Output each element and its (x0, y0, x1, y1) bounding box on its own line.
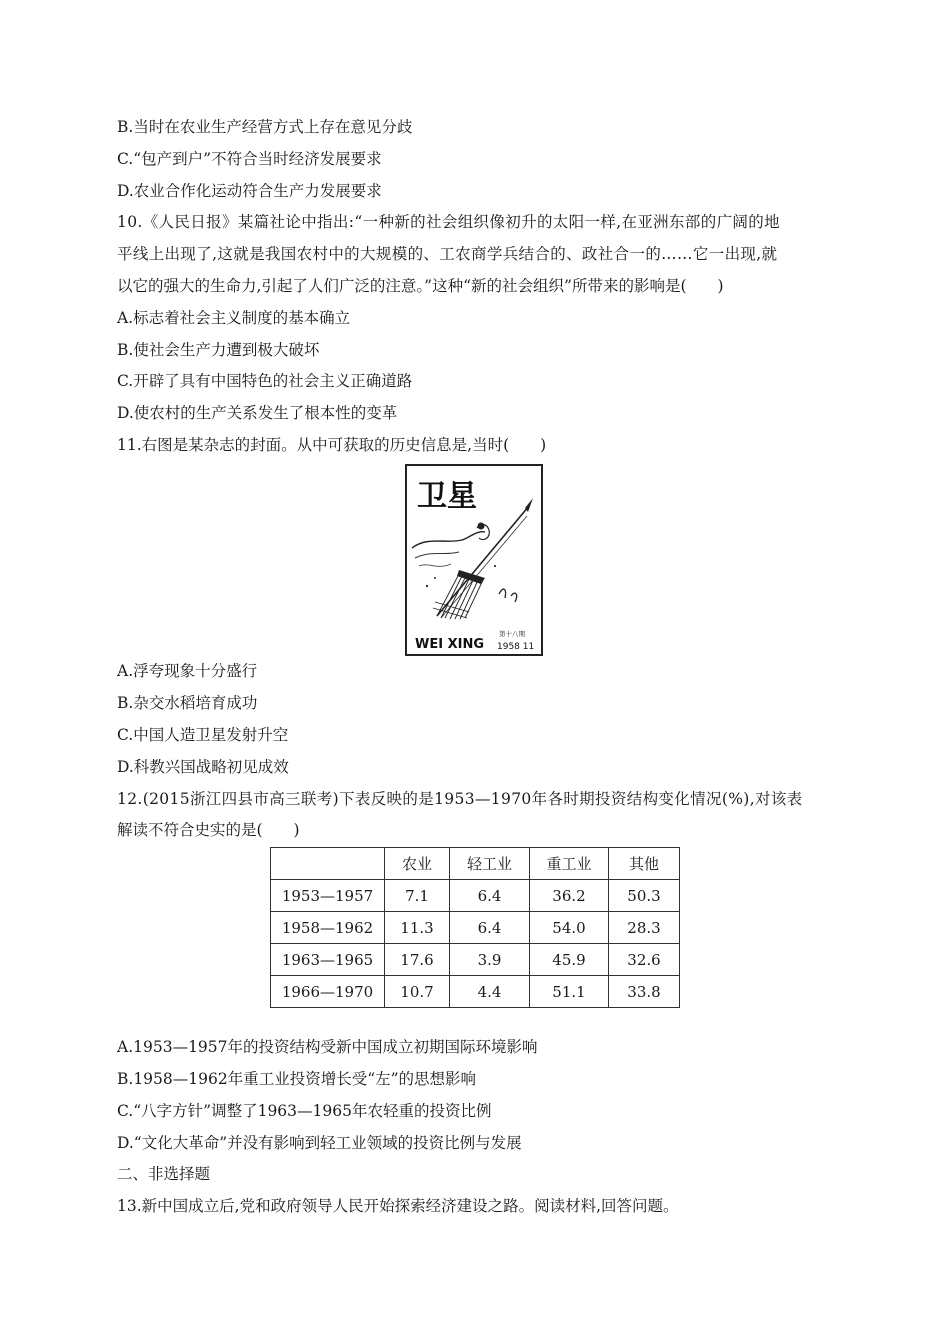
table-cell: 54.0 (530, 912, 609, 944)
table-header-cell: 轻工业 (450, 848, 530, 880)
q9-option-d: D.农业合作化运动符合生产力发展要求 (117, 182, 382, 200)
cover-pinyin: WEI XING (415, 637, 484, 652)
q9-option-c: C.“包产到户”不符合当时经济发展要求 (117, 150, 382, 168)
cover-issue: 第十八期 (499, 630, 525, 638)
q10-stem-line-1: 10.《人民日报》某篇社论中指出:“一种新的社会组织像初升的太阳一样,在亚洲东部的广阔的地 (117, 213, 780, 231)
q12-option-c: C.“八字方针”调整了1963—1965年农轻重的投资比例 (117, 1102, 492, 1120)
q12-stem-line-1: 12.(2015浙江四县市高三联考)下表反映的是1953—1970年各时期投资结构变化情况(%),对该表 (117, 790, 803, 808)
table-row (271, 976, 680, 1008)
table-row (271, 912, 680, 944)
table-cell: 51.1 (530, 976, 609, 1008)
table-cell: 32.6 (609, 944, 680, 976)
table-header-cell: 其他 (609, 848, 680, 880)
table-cell: 17.6 (385, 944, 450, 976)
table-header-cell (271, 848, 385, 880)
q12-option-d: D.“文化大革命”并没有影响到轻工业领域的投资比例与发展 (117, 1134, 522, 1152)
q10-option-a: A.标志着社会主义制度的基本确立 (117, 309, 351, 327)
magazine-cover-image (405, 464, 543, 656)
q12-stem-line-2: 解读不符合史实的是( ) (117, 821, 300, 839)
q10-option-d: D.使农村的生产关系发生了根本性的变革 (117, 404, 398, 422)
q12-option-b: B.1958—1962年重工业投资增长受“左”的思想影响 (117, 1070, 477, 1088)
q11-option-c: C.中国人造卫星发射升空 (117, 726, 289, 744)
cover-date: 1958 11 (497, 642, 535, 652)
table-cell: 1953—1957 (271, 880, 385, 912)
table-cell: 7.1 (385, 880, 450, 912)
table-cell: 10.7 (385, 976, 450, 1008)
q10-option-c: C.开辟了具有中国特色的社会主义正确道路 (117, 372, 413, 390)
table-cell: 4.4 (450, 976, 530, 1008)
table-cell: 1963—1965 (271, 944, 385, 976)
table-cell: 6.4 (450, 880, 530, 912)
table-row (271, 944, 680, 976)
table-cell: 3.9 (450, 944, 530, 976)
q10-stem-line-3: 以它的强大的生命力,引起了人们广泛的注意。”这种“新的社会组织”所带来的影响是( ) (117, 277, 724, 295)
table-cell: 50.3 (609, 880, 680, 912)
table-cell: 1958—1962 (271, 912, 385, 944)
table-header-cell: 农业 (385, 848, 450, 880)
table-cell: 33.8 (609, 976, 680, 1008)
q9-option-b: B.当时在农业生产经营方式上存在意见分歧 (117, 118, 413, 136)
table-cell: 28.3 (609, 912, 680, 944)
q10-stem-line-2: 平线上出现了,这就是我国农村中的大规模的、工农商学兵结合的、政社合一的……它一出现,就 (117, 245, 778, 263)
table-header-cell: 重工业 (530, 848, 609, 880)
q13-stem: 13.新中国成立后,党和政府领导人民开始探索经济建设之路。阅读材料,回答问题。 (117, 1197, 679, 1215)
q11-stem: 11.右图是某杂志的封面。从中可获取的历史信息是,当时( ) (117, 436, 547, 454)
table-header-row (271, 848, 680, 880)
table-cell: 45.9 (530, 944, 609, 976)
q11-option-d: D.科教兴国战略初见成效 (117, 758, 289, 776)
q10-option-b: B.使社会生产力遭到极大破坏 (117, 341, 320, 359)
investment-table (270, 847, 680, 1008)
q11-option-b: B.杂交水稻培育成功 (117, 694, 258, 712)
table-row (271, 880, 680, 912)
q11-option-a: A.浮夸现象十分盛行 (117, 662, 258, 680)
cover-title: 卫星 (417, 479, 477, 514)
q12-option-a: A.1953—1957年的投资结构受新中国成立初期国际环境影响 (117, 1038, 538, 1056)
table-cell: 6.4 (450, 912, 530, 944)
section-heading: 二、非选择题 (117, 1165, 211, 1183)
table-cell: 36.2 (530, 880, 609, 912)
table-cell: 1966—1970 (271, 976, 385, 1008)
table-cell: 11.3 (385, 912, 450, 944)
